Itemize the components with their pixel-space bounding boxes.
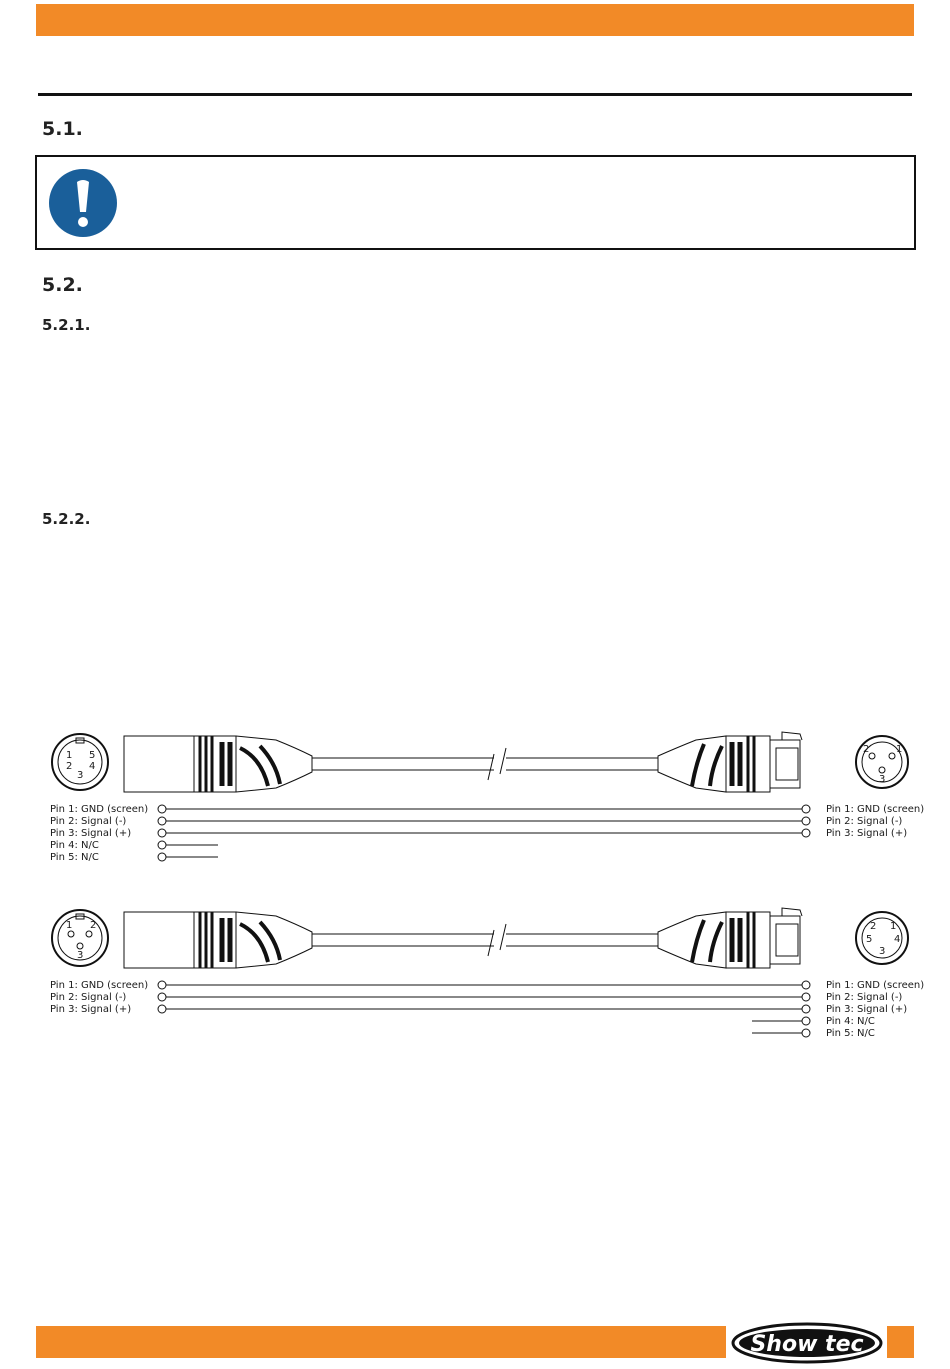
footer-bar-end — [887, 1326, 914, 1358]
cable-1 — [50, 732, 924, 863]
cable-2 — [50, 908, 924, 1039]
connector-pin-label: 1 — [896, 744, 903, 755]
footer-bar — [36, 1326, 726, 1358]
dmx-cable-diagram — [36, 718, 926, 1048]
connector-pin-label: 5 — [89, 750, 96, 761]
connector-pin-label: 2 — [90, 920, 97, 931]
exclamation-icon — [48, 168, 118, 238]
pin-label: Pin 3: Signal (+) — [826, 1004, 908, 1015]
showtec-logo — [730, 1321, 884, 1365]
connector-pin-label: 1 — [66, 920, 73, 931]
connector-pin-label: 3 — [879, 946, 886, 957]
pin-label: Pin 5: N/C — [50, 852, 99, 863]
connector-pin-label: 5 — [866, 934, 873, 945]
connector-pin-label: 2 — [863, 744, 870, 755]
section-heading-5-2: 5.2. — [42, 274, 83, 296]
connector-pin-label: 3 — [879, 774, 886, 785]
section-heading-5-1: 5.1. — [42, 118, 83, 140]
pin-label: Pin 1: GND (screen) — [826, 804, 925, 815]
pin-label: Pin 1: GND (screen) — [826, 980, 925, 991]
pin-label: Pin 1: GND (screen) — [50, 980, 149, 991]
connector-pin-label: 1 — [890, 921, 897, 932]
female-xlr-connector — [658, 732, 802, 792]
svg-text:Show tec: Show tec — [750, 1332, 864, 1357]
connector-pin-label: 4 — [894, 934, 901, 945]
connector-pin-label: 3 — [77, 770, 84, 781]
connector-pin-label: 2 — [66, 761, 73, 772]
pin-label: Pin 2: Signal (-) — [50, 992, 127, 1003]
pin-label: Pin 5: N/C — [826, 1028, 875, 1039]
pin-label: Pin 3: Signal (+) — [50, 1004, 132, 1015]
section-heading-5-2-2: 5.2.2. — [42, 510, 91, 528]
wire-lines — [158, 805, 810, 861]
pin-label: Pin 2: Signal (-) — [826, 992, 903, 1003]
pin-label: Pin 3: Signal (+) — [50, 828, 132, 839]
pin-label: Pin 2: Signal (-) — [826, 816, 903, 827]
female-xlr-connector — [658, 908, 802, 968]
connector-pin-label: 2 — [870, 921, 877, 932]
pin-label: Pin 4: N/C — [826, 1016, 875, 1027]
wire-lines — [158, 981, 810, 1037]
header-rule — [38, 93, 912, 96]
section-heading-5-2-1: 5.2.1. — [42, 316, 91, 334]
warning-notice — [35, 155, 916, 250]
male-xlr-connector — [124, 736, 312, 792]
pin-label: Pin 4: N/C — [50, 840, 99, 851]
header-bar — [36, 4, 914, 36]
pin-label: Pin 1: GND (screen) — [50, 804, 149, 815]
male-xlr-connector — [124, 912, 312, 968]
connector-pin-label: 4 — [89, 761, 96, 772]
pin-label: Pin 3: Signal (+) — [826, 828, 908, 839]
pin-label: Pin 2: Signal (-) — [50, 816, 127, 827]
connector-pin-label: 1 — [66, 750, 73, 761]
connector-pin-label: 3 — [77, 950, 84, 961]
